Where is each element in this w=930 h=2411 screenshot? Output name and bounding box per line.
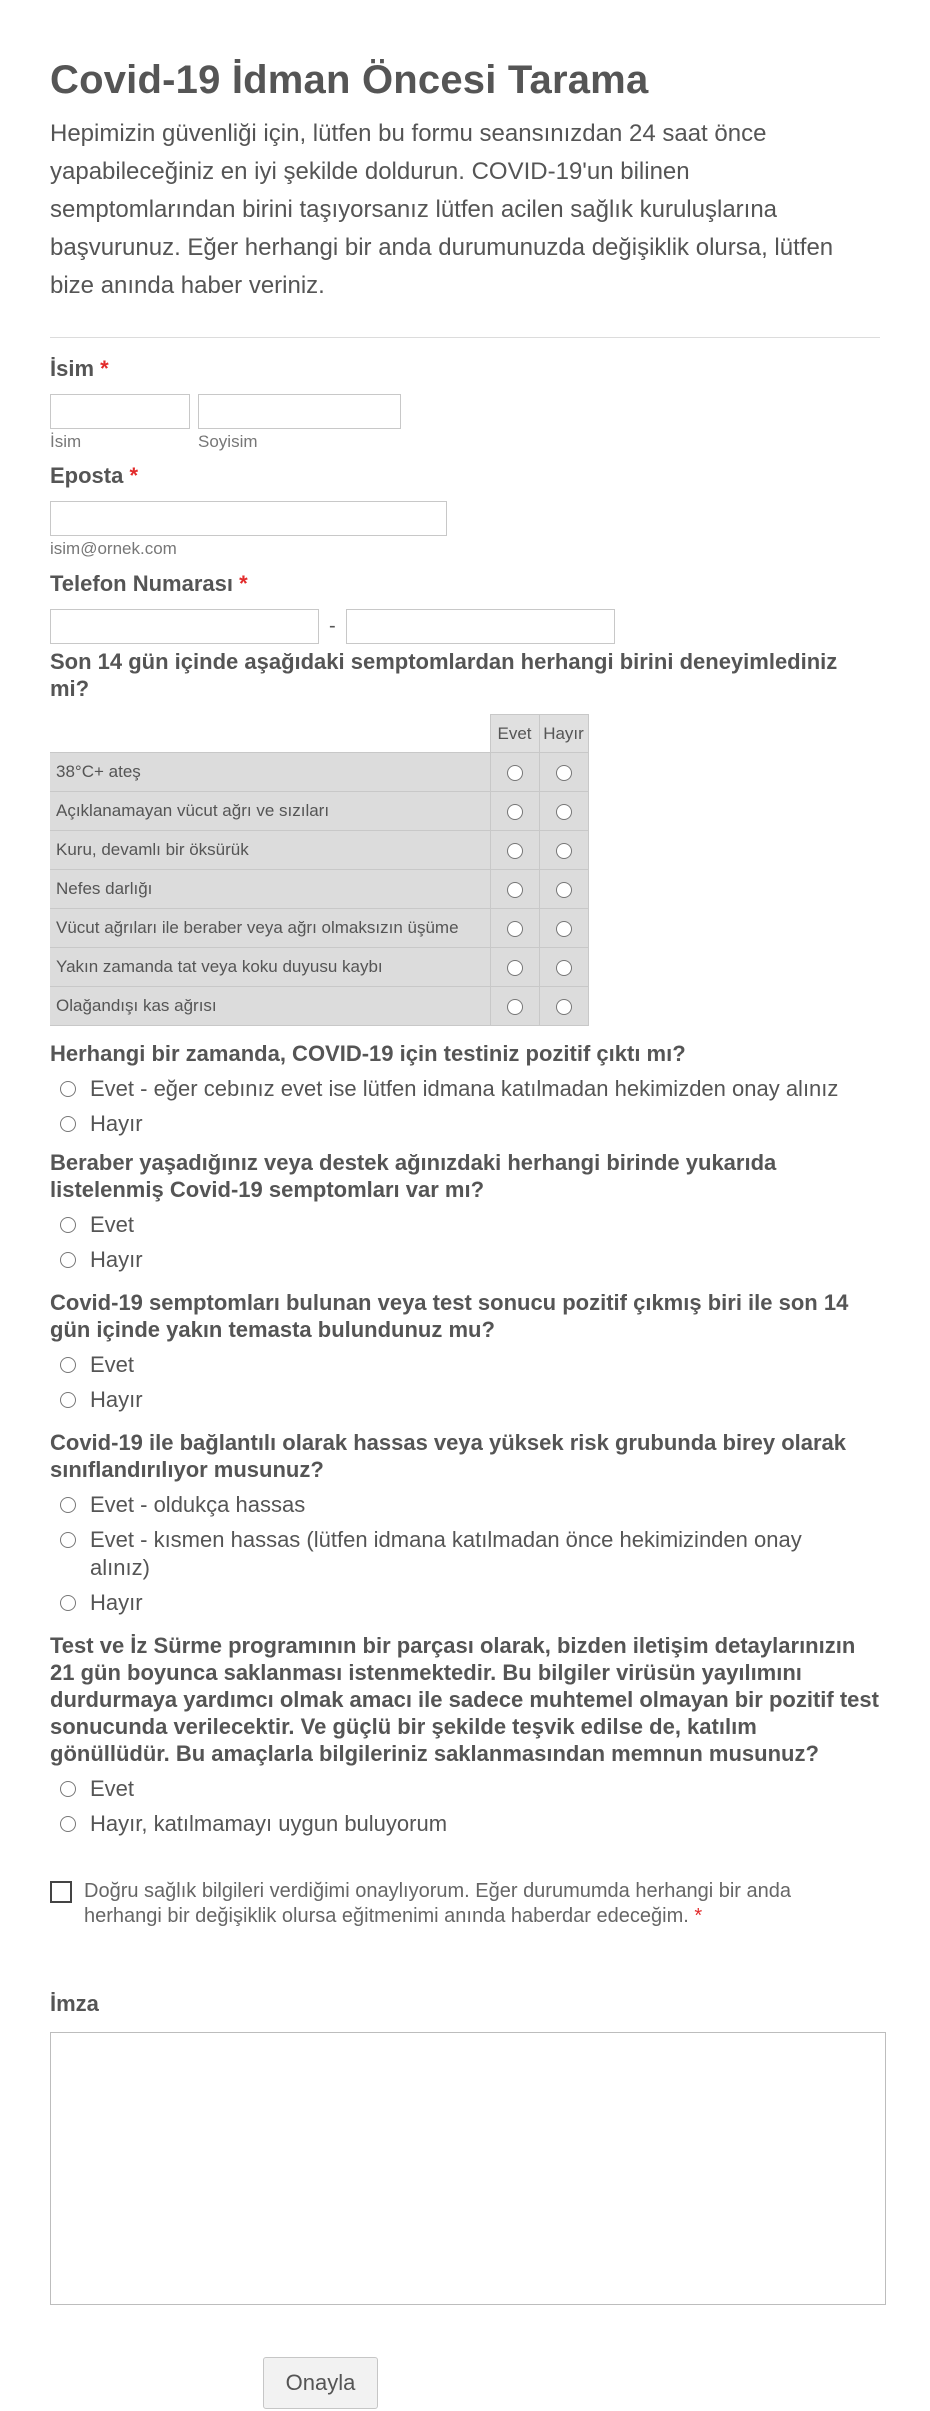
radio-button[interactable] xyxy=(60,1497,76,1513)
symptoms-question-group xyxy=(50,648,880,1026)
contact-question-group xyxy=(50,1289,880,1414)
phone-inputs xyxy=(50,609,615,644)
matrix-row xyxy=(50,909,588,948)
radio-button[interactable] xyxy=(60,1252,76,1268)
tracing-options xyxy=(50,1775,880,1838)
radio-button[interactable] xyxy=(556,960,572,976)
header-divider xyxy=(50,337,880,338)
tracing-question: Test ve İz Sürme programının bir parçası olarak, bizden iletişim detaylarınızın 21 gün boyunca saklanması istenmektedir. Bu bilgiler virüsün yayılımını durdurmaya yardımcı olmak amacı ile sadece muhtemel olmayan bir pozitif test sonucunda verilecektir. Ve güçlü bir şekilde teşvik edilse de, katılım gönüllüdür. Bu amaçlarla bilgileriniz saklanmasından memnun musunuz? xyxy=(50,1633,879,1766)
matrix-col-yes: Evet xyxy=(490,715,539,753)
confirm-text: Doğru sağlık bilgileri verdiğimi onaylıyorum. Eğer durumumda herhangi bir anda herhangi bir değişiklik olursa eğitmenimi anında haberdar edeceğim. xyxy=(84,1880,792,1927)
last-name-input[interactable] xyxy=(198,394,401,429)
email-sublabel: isim@ornek.com xyxy=(50,539,177,558)
radio-option[interactable]: Hayır xyxy=(50,1589,850,1617)
household-question-group xyxy=(50,1149,880,1274)
radio-button[interactable] xyxy=(507,843,523,859)
radio-option[interactable]: Hayır, katılmamayı uygun buluyorum xyxy=(50,1810,880,1838)
matrix-row xyxy=(50,870,588,909)
confirm-checkbox[interactable] xyxy=(50,1881,72,1903)
positive-test-question: Herhangi bir zamanda, COVID-19 için testiniz pozitif çıktı mı? xyxy=(50,1041,686,1066)
confirm-group xyxy=(50,1879,810,1929)
radio-button[interactable] xyxy=(60,1595,76,1611)
contact-question: Covid-19 semptomları bulunan veya test sonucu pozitif çıkmış biri ile son 14 gün içinde yakın temasta bulundunuz mu? xyxy=(50,1290,849,1342)
matrix-cell-yes xyxy=(490,870,539,909)
signature-pad[interactable] xyxy=(50,2032,886,2305)
signature-group xyxy=(50,1990,886,2305)
first-name-sublabel: İsim xyxy=(50,432,82,451)
radio-button[interactable] xyxy=(60,1781,76,1797)
matrix-cell-yes xyxy=(490,948,539,987)
household-options xyxy=(50,1211,880,1274)
matrix-cell-no xyxy=(539,948,588,987)
matrix-cell-yes xyxy=(490,753,539,792)
matrix-cell-no xyxy=(539,831,588,870)
matrix-cell-no xyxy=(539,753,588,792)
matrix-row xyxy=(50,831,588,870)
name-label: İsim * xyxy=(50,356,109,381)
contact-options xyxy=(50,1351,880,1414)
form-title: Covid-19 İdman Öncesi Tarama xyxy=(50,58,649,102)
matrix-row-label: Nefes darlığı xyxy=(50,870,490,909)
matrix-row xyxy=(50,948,588,987)
matrix-row-label: Olağandışı kas ağrısı xyxy=(50,987,490,1026)
matrix-cell-yes xyxy=(490,909,539,948)
submit-button[interactable]: Onayla xyxy=(263,2357,378,2409)
radio-button[interactable] xyxy=(507,882,523,898)
matrix-row xyxy=(50,987,588,1026)
matrix-col-no: Hayır xyxy=(539,715,588,753)
radio-button[interactable] xyxy=(507,999,523,1015)
radio-button[interactable] xyxy=(507,765,523,781)
radio-option[interactable]: Hayır xyxy=(50,1246,880,1274)
radio-button[interactable] xyxy=(556,843,572,859)
radio-option[interactable]: Evet - kısmen hassas (lütfen idmana katılmadan önce hekimizinden onay alınız) xyxy=(50,1526,850,1582)
radio-button[interactable] xyxy=(60,1081,76,1097)
required-mark: * xyxy=(694,1905,703,1927)
required-mark: * xyxy=(129,463,139,488)
matrix-cell-yes xyxy=(490,831,539,870)
positive-test-options xyxy=(50,1075,880,1138)
email-input[interactable] xyxy=(50,501,447,536)
phone-area-input[interactable] xyxy=(50,609,319,644)
radio-button[interactable] xyxy=(60,1116,76,1132)
name-inputs xyxy=(50,394,401,452)
phone-label: Telefon Numarası * xyxy=(50,571,248,596)
symptoms-matrix xyxy=(50,714,589,1026)
radio-button[interactable] xyxy=(556,804,572,820)
phone-number-input[interactable] xyxy=(346,609,615,644)
matrix-cell-no xyxy=(539,909,588,948)
risk-question: Covid-19 ile bağlantılı olarak hassas veya yüksek risk grubunda birey olarak sınıflandırılıyor musunuz? xyxy=(50,1430,847,1482)
matrix-cell-no xyxy=(539,792,588,831)
positive-test-question-group xyxy=(50,1040,880,1138)
radio-button[interactable] xyxy=(556,921,572,937)
first-name-input[interactable] xyxy=(50,394,190,429)
risk-options xyxy=(50,1491,850,1617)
radio-button[interactable] xyxy=(60,1357,76,1373)
email-label: Eposta * xyxy=(50,463,139,488)
radio-button[interactable] xyxy=(556,765,572,781)
radio-button[interactable] xyxy=(60,1217,76,1233)
risk-question-group xyxy=(50,1429,880,1617)
radio-button[interactable] xyxy=(556,882,572,898)
radio-option[interactable]: Evet xyxy=(50,1351,880,1379)
radio-option[interactable]: Evet - eğer cebınız evet ise lütfen idmana katılmadan hekimizden onay alınız xyxy=(50,1075,880,1103)
radio-button[interactable] xyxy=(60,1816,76,1832)
radio-button[interactable] xyxy=(507,921,523,937)
matrix-row-label: Kuru, devamlı bir öksürük xyxy=(50,831,490,870)
matrix-row-label: Yakın zamanda tat veya koku duyusu kaybı xyxy=(50,948,490,987)
matrix-row-label: 38°C+ ateş xyxy=(50,753,490,792)
matrix-cell-yes xyxy=(490,987,539,1026)
required-mark: * xyxy=(239,571,248,596)
symptoms-question: Son 14 gün içinde aşağıdaki semptomlardan herhangi birini deneyimlediniz mi? xyxy=(50,649,838,701)
phone-separator: - xyxy=(329,615,336,637)
required-mark: * xyxy=(100,356,109,381)
radio-option[interactable]: Evet xyxy=(50,1775,880,1803)
email-field-group xyxy=(50,462,447,559)
phone-field-group xyxy=(50,570,615,644)
last-name-sublabel: Soyisim xyxy=(198,432,258,451)
radio-button[interactable] xyxy=(507,804,523,820)
matrix-row-label: Vücut ağrıları ile beraber veya ağrı olmaksızın üşüme xyxy=(50,909,490,948)
matrix-row xyxy=(50,792,588,831)
matrix-cell-no xyxy=(539,987,588,1026)
radio-button[interactable] xyxy=(60,1532,76,1548)
radio-button[interactable] xyxy=(556,999,572,1015)
confirm-checkbox-row[interactable] xyxy=(50,1879,810,1929)
radio-button[interactable] xyxy=(507,960,523,976)
radio-option[interactable]: Hayır xyxy=(50,1386,880,1414)
household-question: Beraber yaşadığınız veya destek ağınızdaki herhangi birinde yukarıda listelenmiş Covid-19 semptomları var mı? xyxy=(50,1150,777,1202)
name-field-group xyxy=(50,355,401,452)
tracing-question-group xyxy=(50,1632,880,1838)
matrix-cell-yes xyxy=(490,792,539,831)
radio-option[interactable]: Hayır xyxy=(50,1110,880,1138)
matrix-cell-no xyxy=(539,870,588,909)
radio-button[interactable] xyxy=(60,1392,76,1408)
matrix-row-label: Açıklanamayan vücut ağrı ve sızıları xyxy=(50,792,490,831)
form-intro: Hepimizin güvenliği için, lütfen bu formu seansınızdan 24 saat önce yapabileceğiniz en iyi şekilde doldurun. COVID-19'un bilinen semptomlarından birini taşıyorsanız lütfen acilen sağlık kuruluşlarına başvurunuz. Eğer herhangi bir anda durumunuzda değişiklik olursa, lütfen bize anında haber veriniz. xyxy=(50,120,834,299)
matrix-row xyxy=(50,753,588,792)
radio-option[interactable]: Evet xyxy=(50,1211,880,1239)
radio-option[interactable]: Evet - oldukça hassas xyxy=(50,1491,850,1519)
signature-label: İmza xyxy=(50,1991,99,2016)
